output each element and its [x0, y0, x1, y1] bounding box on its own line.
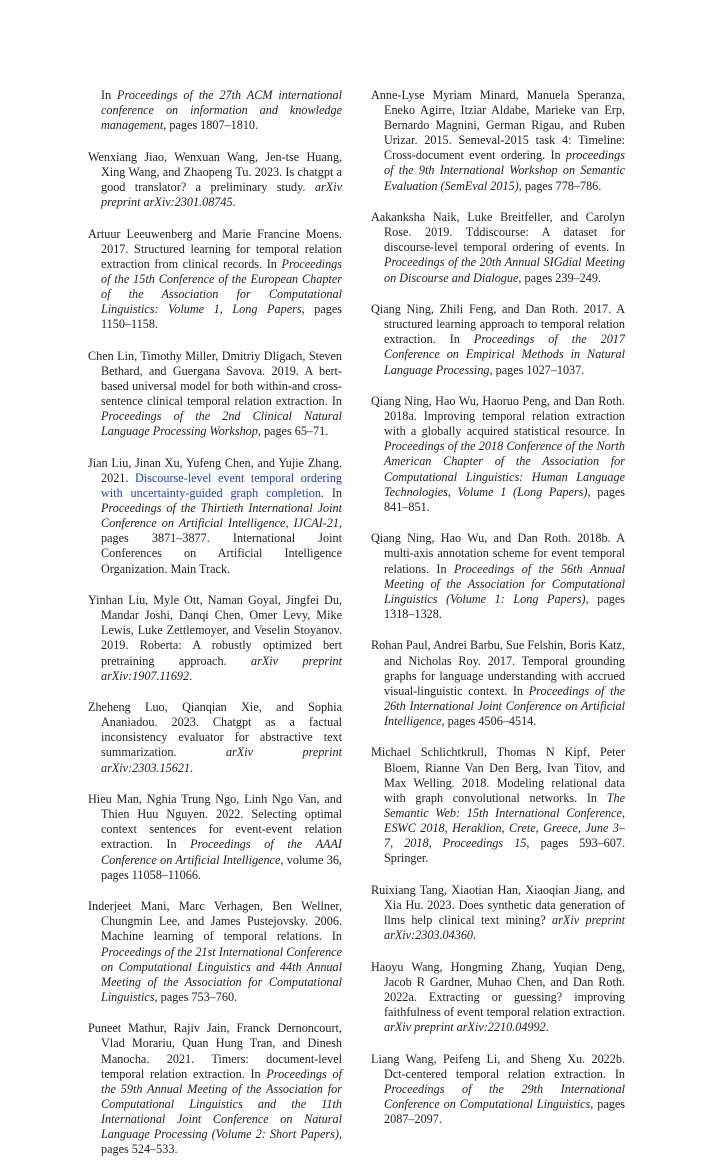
reference-entry-liu2021	[88, 456, 342, 577]
reference-text: , pages 1150–1158.	[101, 302, 342, 332]
reference-text: Zheheng Luo, Qianqian Xie, and Sophia Ananiadou. 2023. Chatgpt as a factual inconsistency evaluator for abstractive text summarization.	[88, 700, 342, 760]
reference-entry-man2022	[88, 792, 342, 883]
reference-text: , pages 4506–4514.	[441, 713, 537, 728]
reference-text: , pages 239–249.	[518, 270, 601, 285]
reference-text: .	[189, 668, 193, 683]
reference-venue: Proceedings of the 20th Annual SIGdial Meeting on Discourse and Dialogue	[384, 255, 625, 285]
reference-entry-lin2019	[88, 349, 342, 440]
reference-venue: arXiv preprint arXiv:2210.04992	[384, 1019, 546, 1034]
reference-entry-paul2017	[371, 638, 625, 729]
reference-text: Aakanksha Naik, Luke Breitfeller, and Carolyn Rose. 2019. Tddiscourse: A dataset for discourse-level temporal ordering of events. In	[371, 210, 625, 255]
reference-text: , pages 3871–3877. International Joint Conferences on Artificial Intelligence Organization. Main Track.	[101, 516, 342, 576]
reference-text: Inderjeet Mani, Marc Verhagen, Ben Wellner, Chungmin Lee, and James Pustejovsky. 2006. Machine learning of temporal relations. In	[88, 899, 342, 944]
reference-text: Haoyu Wang, Hongming Zhang, Yuqian Deng, Jacob R Gardner, Muhao Chen, and Dan Roth. 2022a. Extracting or guessing? improving faithfulness of event temporal relation extraction.	[371, 959, 625, 1019]
reference-text: .	[545, 1019, 549, 1034]
reference-entry-luo2023	[88, 700, 342, 775]
reference-text: Artuur Leeuwenberg and Marie Francine Moens. 2017. Structured learning for temporal relation extraction from clinical records. In	[88, 226, 342, 271]
reference-entry-ning2018a	[371, 394, 625, 515]
reference-venue: Proceedings of the 15th Conference of the European Chapter of the Association for Computational Linguistics: Volume 1, Long Papers	[101, 256, 342, 317]
reference-venue: Proceedings of the 29th International Conference on Computational Linguistics	[384, 1081, 625, 1111]
reference-entry-mendes-cont	[88, 88, 342, 133]
reference-text: , pages 593–607. Springer.	[384, 836, 626, 866]
reference-venue: arXiv preprint arXiv:2303.04360	[384, 912, 625, 942]
reference-text: Hieu Man, Nghia Trung Ngo, Linh Ngo Van, and Thien Huu Nguyen. 2022. Selecting optimal context sentences for event-event relation extraction. In	[88, 792, 342, 852]
reference-text: Anne-Lyse Myriam Minard, Manuela Speranza, Eneko Agirre, Itziar Aldabe, Marieke van Erp, Bernardo Magnini, German Rigau, and Ruben Urizar. 2015. Semeval-2015 task 4: Timeline: Cross-document event ordering. In	[371, 88, 625, 163]
reference-text: Qiang Ning, Zhili Feng, and Dan Roth. 2017. A structured learning approach to temporal relation extraction. In	[371, 302, 625, 347]
reference-entry-leeuwenberg2017	[88, 227, 342, 333]
reference-text: Qiang Ning, Hao Wu, Haoruo Peng, and Dan Roth. 2018a. Improving temporal relation extraction with a globally acquired statistical resource. In	[371, 394, 625, 439]
reference-venue: Proceedings of the 27th ACM international conference on information and knowledge management	[101, 88, 343, 133]
reference-entry-ning2017	[371, 302, 625, 377]
reference-venue: The Semantic Web: 15th International Conference, ESWC 2018, Heraklion, Crete, Greece, June 3–7, 2018, Proceedings 15	[384, 790, 625, 851]
reference-text: , pages 778–786.	[518, 178, 602, 193]
reference-text: , pages 753–760.	[154, 989, 238, 1004]
references-right-column	[371, 88, 625, 1144]
reference-text: .	[190, 760, 194, 775]
reference-entry-ning2018b	[371, 531, 625, 622]
reference-text: . In	[320, 486, 342, 501]
reference-text: Wenxiang Jiao, Wenxuan Wang, Jen-tse Huang, Xing Wang, and Zhaopeng Tu. 2023. Is chatgpt a good translator? a preliminary study.	[88, 149, 342, 194]
reference-text: Qiang Ning, Hao Wu, and Dan Roth. 2018b. A multi-axis annotation scheme for event temporal relations. In	[371, 531, 625, 576]
reference-text: , pages 524–533.	[101, 1127, 342, 1157]
reference-text: Chen Lin, Timothy Miller, Dmitriy Dligach, Steven Bethard, and Guergana Savova. 2019. A bert-based universal model for both within-and cross-sentence clinical temporal relation extraction. In	[88, 348, 342, 409]
reference-text: Rohan Paul, Andrei Barbu, Sue Felshin, Boris Katz, and Nicholas Roy. 2017. Temporal grounding graphs for language understanding with accrued visual-linguistic context. In	[371, 638, 625, 698]
reference-text: .	[473, 928, 477, 942]
reference-venue: arXiv preprint arXiv:1907.11692	[101, 653, 342, 683]
reference-link[interactable]: Discourse-level event temporal ordering with uncertainty-guided graph completion	[101, 470, 343, 501]
reference-text: Ruixiang Tang, Xiaotian Han, Xiaoqian Jiang, and Xia Hu. 2023. Does synthetic data generation of llms help clinical text mining?	[371, 882, 625, 927]
reference-entry-mani2006	[88, 899, 342, 1005]
reference-entry-schlichtkrull2018	[371, 745, 625, 866]
reference-entry-liu2019	[88, 593, 342, 684]
reference-entry-naik2019	[371, 210, 625, 285]
reference-text: , pages 841–851.	[384, 484, 626, 514]
reference-text: .	[232, 195, 236, 210]
reference-text: Jian Liu, Jinan Xu, Yufeng Chen, and Yujie Zhang. 2021.	[88, 455, 342, 485]
reference-text: Yinhan Liu, Myle Ott, Naman Goyal, Jingfei Du, Mandar Joshi, Danqi Chen, Omer Levy, Mike Lewis, Luke Zettlemoyer, and Veselin Stoyanov. 2019. Roberta: A robustly optimized bert pretraining approach.	[88, 593, 342, 668]
references-left-column	[88, 88, 342, 1174]
reference-venue: Proceedings of the 26th International Joint Conference on Artificial Intelligence	[384, 683, 625, 728]
reference-venue: Proceedings of the 59th Annual Meeting of the Association for Computational Linguistics and the 11th International Joint Conference on Natural Language Processing (Volume 2: Short Papers)	[101, 1066, 342, 1142]
reference-venue: Proceedings of the 2018 Conference of the North American Chapter of the Association for Computational Linguistics: Human Language Technologies, Volume 1 (Long Papers)	[384, 439, 625, 499]
reference-venue: Proceedings of the 56th Annual Meeting of the Association for Computational Linguistics (Volume 1: Long Papers)	[384, 561, 625, 606]
reference-venue: Proceedings of the AAAI Conference on Artificial Intelligence	[101, 837, 342, 867]
reference-venue: Proceedings of the 2nd Clinical Natural Language Processing Workshop	[101, 409, 342, 439]
reference-entry-jiao2023	[88, 150, 342, 210]
reference-text: Liang Wang, Peifeng Li, and Sheng Xu. 2022b. Dct-centered temporal relation extraction. In	[371, 1051, 625, 1081]
reference-text: , pages 2087–2097.	[384, 1096, 626, 1126]
reference-text: , pages 1027–1037.	[489, 362, 585, 377]
reference-venue: arXiv preprint arXiv:2301.08745	[101, 179, 342, 210]
reference-text: , volume 36, pages 11058–11066.	[101, 852, 342, 882]
reference-venue: Proceedings of the Thirtieth International Joint Conference on Artificial Intelligence, IJCAI-21	[101, 501, 342, 531]
reference-entry-wang2022b	[371, 1052, 625, 1127]
reference-text: In	[101, 88, 118, 102]
reference-text: , pages 1807–1810.	[163, 118, 259, 133]
reference-entry-mathur2021	[88, 1021, 342, 1157]
reference-text: Puneet Mathur, Rajiv Jain, Franck Dernoncourt, Vlad Morariu, Quan Hung Tran, and Dinesh Manocha. 2021. Timers: document-level temporal relation extraction. In	[88, 1021, 342, 1081]
reference-venue: Proceedings of the 2017 Conference on Empirical Methods in Natural Language Processing	[384, 332, 625, 377]
reference-venue: proceedings of the 9th International Workshop on Semantic Evaluation (SemEval 2015)	[384, 148, 625, 193]
reference-venue: arXiv preprint arXiv:2303.15621	[101, 745, 342, 775]
reference-text: , pages 1318–1328.	[384, 591, 625, 621]
reference-text: , pages 65–71.	[257, 424, 329, 439]
reference-venue: Proceedings of the 21st International Conference on Computational Linguistics and 44th Annual Meeting of the Association for Computational Linguistics	[101, 944, 342, 1004]
reference-entry-minard2015	[371, 88, 625, 194]
reference-entry-tang2023	[371, 883, 625, 943]
reference-text: Michael Schlichtkrull, Thomas N Kipf, Peter Bloem, Rianne Van Den Berg, Ivan Titov, and Max Welling. 2018. Modeling relational data with graph convolutional networks. In	[371, 745, 625, 805]
